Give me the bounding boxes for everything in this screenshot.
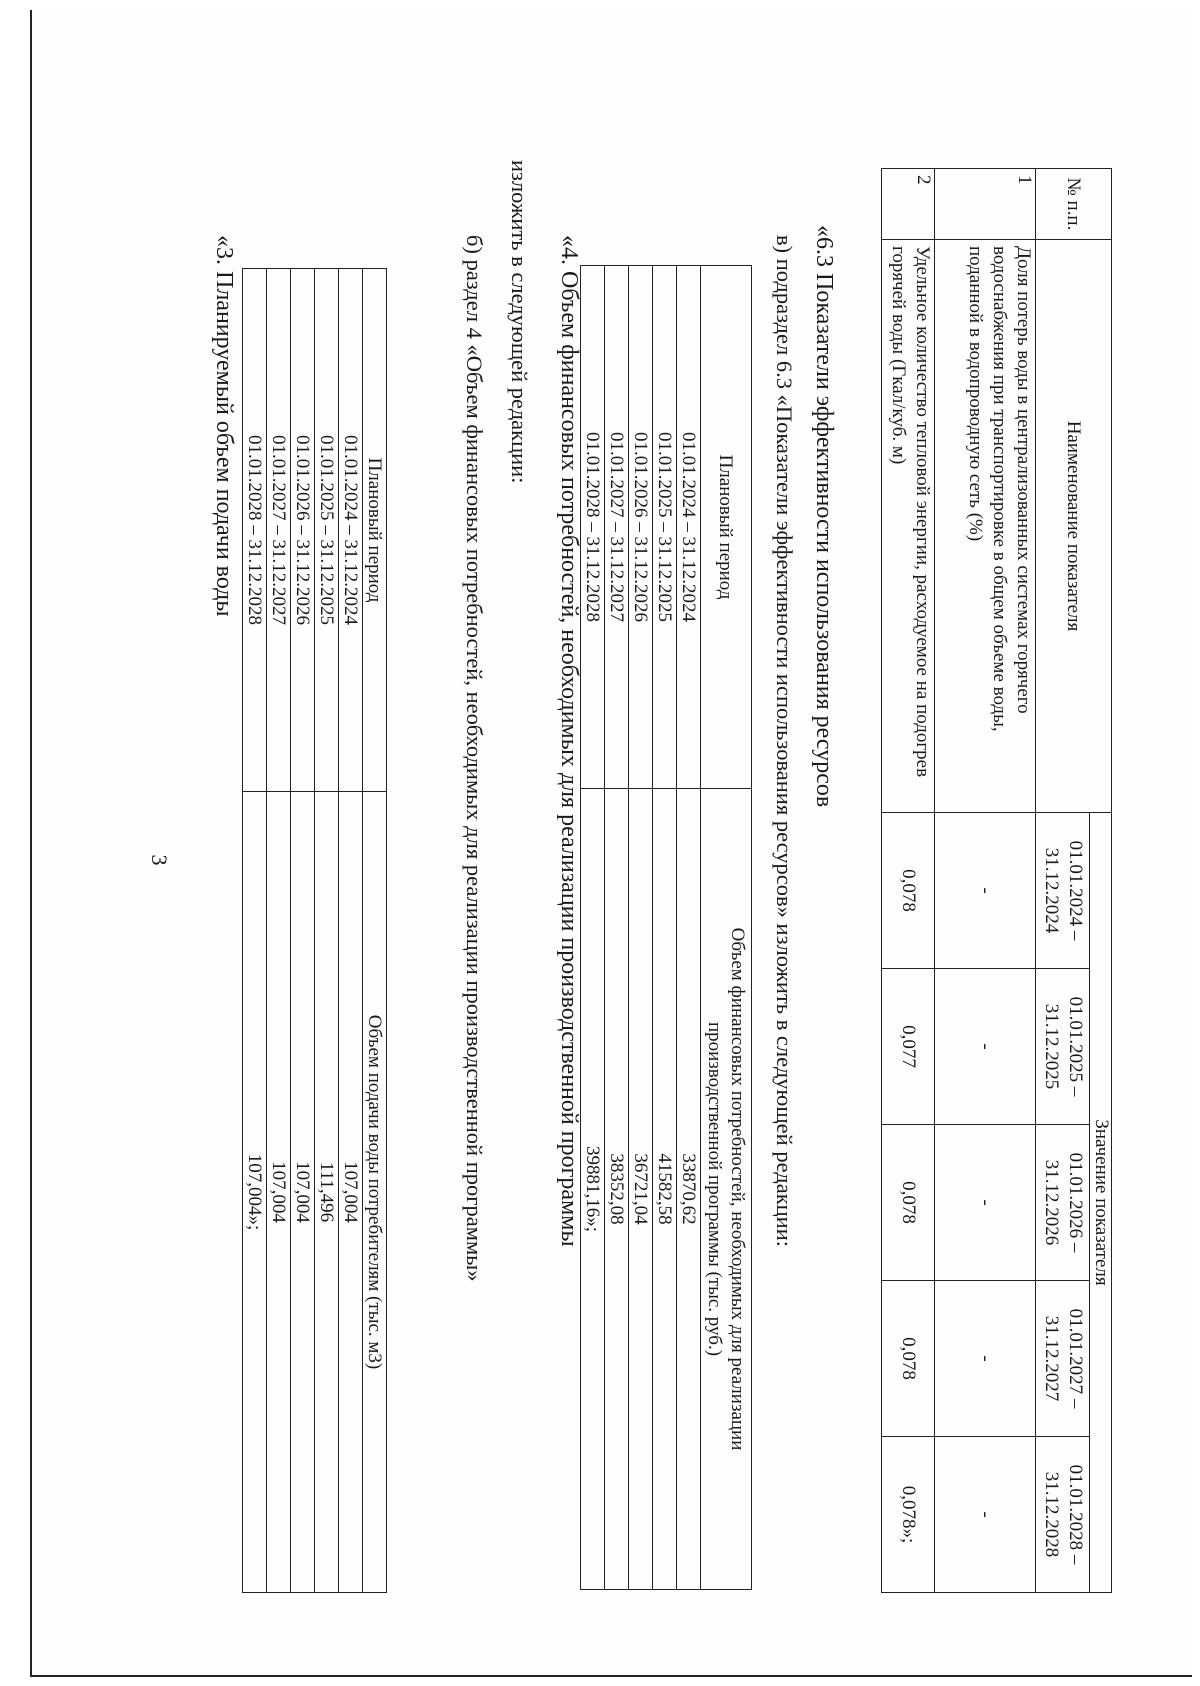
period-cell: 01.01.2027 – 31.12.2027 <box>605 266 629 789</box>
value-cell: 38352,08 <box>605 789 629 1590</box>
paragraph-b-line1: б) раздел 4 «Объем финансовых потребностей, необходимых для реализации производственной программы» <box>462 235 487 1282</box>
value-cell: 0,078»; <box>882 1437 935 1593</box>
period-cell: 01.01.2024 – 31.12.2024 <box>677 266 701 789</box>
table-row <box>677 266 701 1590</box>
value-cell: 39881,16»; <box>581 789 605 1590</box>
table-header-row <box>701 266 752 1590</box>
period-cell: 01.01.2026 – 31.12.2026 <box>291 269 315 792</box>
table-row <box>882 169 935 1593</box>
value-cell: 0,077 <box>882 969 935 1125</box>
header-indicator-value: Значение показателя <box>1090 813 1112 1593</box>
table-row <box>581 266 605 1590</box>
value-cell: - <box>935 813 1036 969</box>
table-row <box>315 269 339 1593</box>
rotated-page-content <box>32 10 1192 1650</box>
table-row <box>291 269 315 1593</box>
document-page <box>30 10 1192 1677</box>
header-row-number: № п.п. <box>1036 169 1112 240</box>
table-row <box>935 169 1036 1593</box>
table-row <box>267 269 291 1593</box>
value-cell: 107,004 <box>291 792 315 1593</box>
period-cell: 01.01.2025 – 31.12.2025 <box>653 266 677 789</box>
header-period-2026: 01.01.2026 – 31.12.2026 <box>1036 1125 1090 1281</box>
value-cell: 107,004»; <box>243 792 267 1593</box>
period-cell: 01.01.2024 – 31.12.2024 <box>339 269 363 792</box>
header-period-2025: 01.01.2025 – 31.12.2025 <box>1036 969 1090 1125</box>
section3-title: «3. Планируемый объем подачи воды <box>211 235 237 617</box>
value-cell: 33870,62 <box>677 789 701 1590</box>
value-cell: 0,078 <box>882 813 935 969</box>
water-supply-table <box>242 268 387 1593</box>
value-cell: - <box>935 969 1036 1125</box>
row-number-cell: 2 <box>882 169 935 240</box>
value-cell: 41582,58 <box>653 789 677 1590</box>
value-cell: - <box>935 1125 1036 1281</box>
table-row <box>339 269 363 1593</box>
header-period-2027: 01.01.2027 – 31.12.2027 <box>1036 1281 1090 1437</box>
header-planning-period: Плановый период <box>701 266 752 789</box>
value-cell: 111,496 <box>315 792 339 1593</box>
value-cell: 107,004 <box>267 792 291 1593</box>
indicator-name-cell: Доля потерь воды в централизованных системах горячего водоснабжения при транспортировке в общем объеме воды, поданной в водопроводную сеть (%) <box>935 240 1036 813</box>
header-indicator-name: Наименование показателя <box>1036 240 1112 813</box>
table-row <box>243 269 267 1593</box>
financial-needs-table <box>580 265 752 1590</box>
header-planning-period: Плановый период <box>363 269 387 792</box>
value-cell: 107,004 <box>339 792 363 1593</box>
header-financial-volume: Объем финансовых потребностей, необходимых для реализации производственной программы (тыс. руб.) <box>701 789 752 1590</box>
table-header-row <box>363 269 387 1593</box>
value-cell: 0,078 <box>882 1125 935 1281</box>
table-row <box>605 266 629 1590</box>
header-period-2024: 01.01.2024 – 31.12.2024 <box>1036 813 1090 969</box>
period-cell: 01.01.2026 – 31.12.2026 <box>629 266 653 789</box>
value-cell: - <box>935 1437 1036 1593</box>
page-number: 3 <box>147 854 172 866</box>
table-row <box>629 266 653 1590</box>
period-cell: 01.01.2028 – 31.12.2028 <box>581 266 605 789</box>
value-cell: 36721,04 <box>629 789 653 1590</box>
header-period-2028: 01.01.2028 – 31.12.2028 <box>1036 1437 1090 1593</box>
resource-efficiency-table <box>881 168 1112 1593</box>
header-water-volume: Объем подачи воды потребителям (тыс. м3) <box>363 792 387 1593</box>
paragraph-b-line2: изложить в следующей редакции: <box>507 160 532 484</box>
section63-title: «6.3 Показатели эффективности использования ресурсов <box>811 225 837 808</box>
table-header-row <box>1090 169 1112 1593</box>
value-cell: - <box>935 1281 1036 1437</box>
period-cell: 01.01.2025 – 31.12.2025 <box>315 269 339 792</box>
paragraph-v-line1: в) подраздел 6.3 «Показатели эффективности использования ресурсов» изложить в следующей редакции: <box>772 235 797 1248</box>
indicator-name-cell: Удельное количество тепловой энергии, расходуемое на подогрев горячей воды (Гкал/куб. м) <box>882 240 935 813</box>
period-cell: 01.01.2028 – 31.12.2028 <box>243 269 267 792</box>
section4-title: «4. Объем финансовых потребностей, необходимых для реализации производственной программы <box>556 235 582 1247</box>
table-row <box>653 266 677 1590</box>
value-cell: 0,078 <box>882 1281 935 1437</box>
row-number-cell: 1 <box>935 169 1036 240</box>
period-cell: 01.01.2027 – 31.12.2027 <box>267 269 291 792</box>
